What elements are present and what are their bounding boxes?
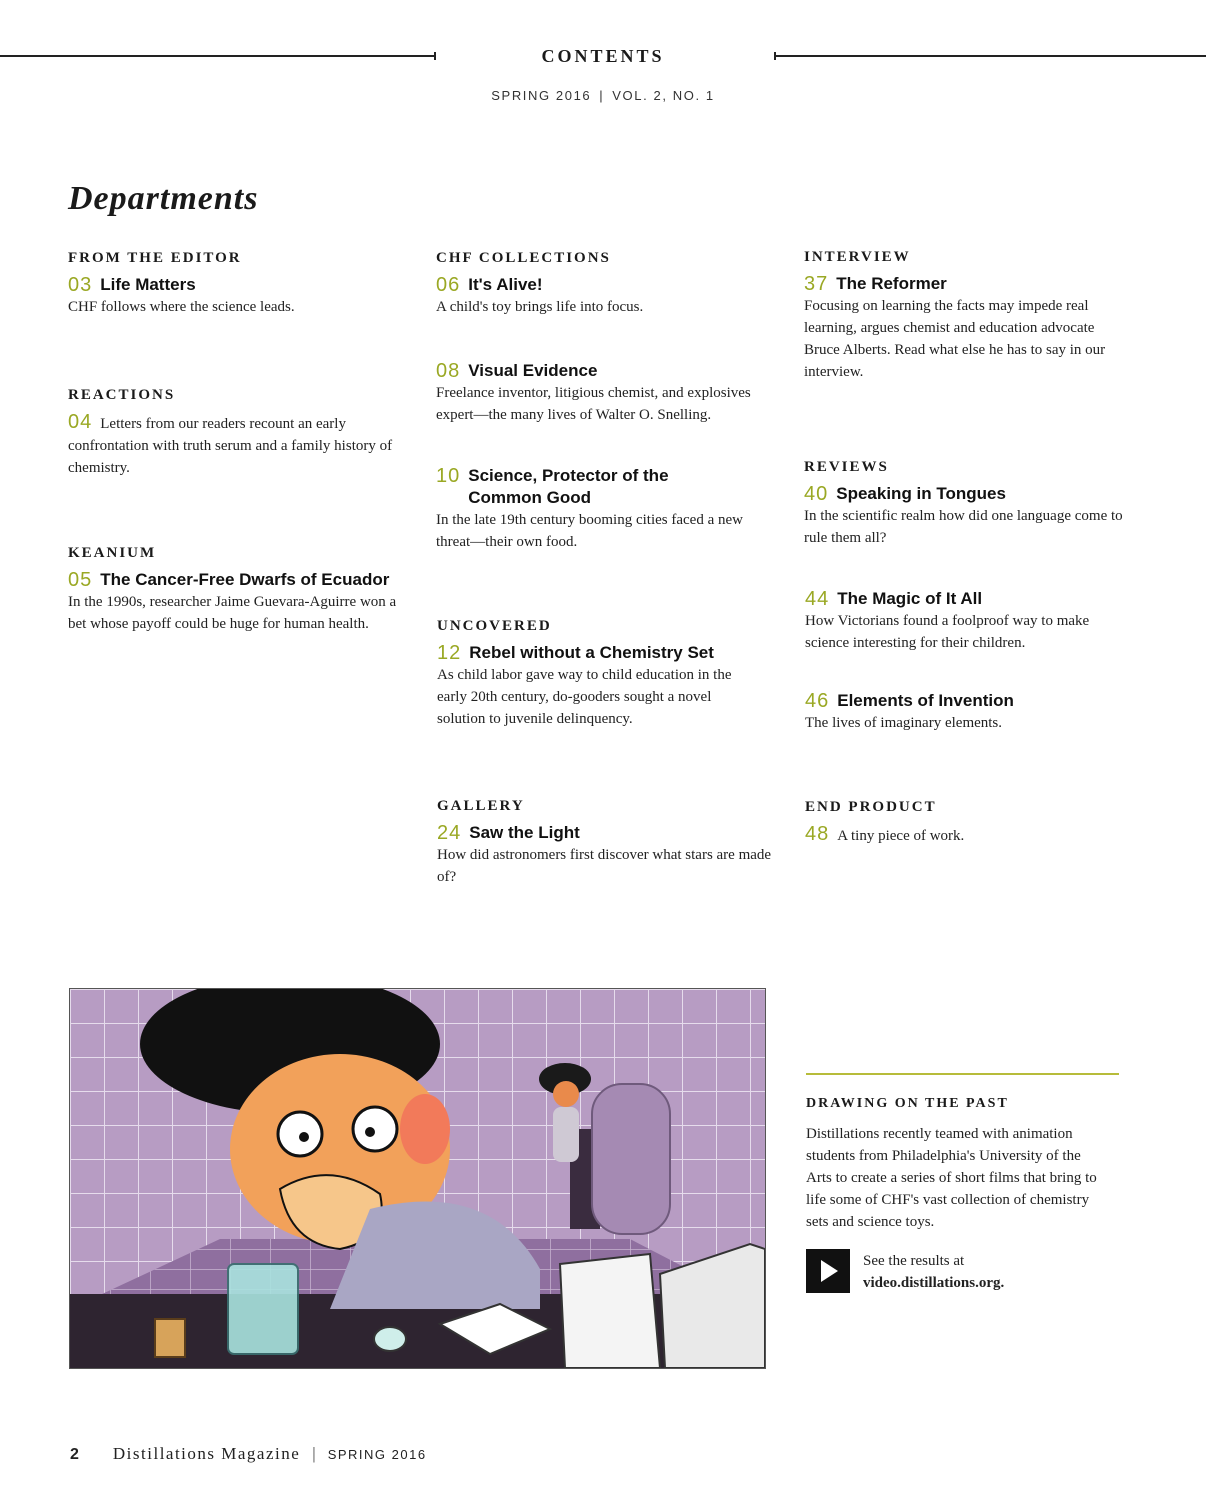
uncovered-section <box>437 618 762 730</box>
page-number-footer: 2 <box>70 1446 79 1463</box>
page-number: 44 <box>805 588 830 610</box>
section-label: CHF COLLECTIONS <box>436 250 611 266</box>
toc-entry-title[interactable] <box>805 690 1135 712</box>
section-label: FROM THE EDITOR <box>68 250 242 266</box>
entry-description: In the 1990s, researcher Jaime Guevara-Aguirre won a bet whose payoff could be huge for human health. <box>68 594 397 632</box>
sidebar-label: DRAWING ON THE PAST <box>806 1096 1009 1111</box>
toc-entry-inline[interactable] <box>805 823 1135 847</box>
footer-separator: | <box>312 1444 316 1463</box>
section-label: REVIEWS <box>804 459 889 475</box>
section-label: GALLERY <box>437 798 525 814</box>
page-number: 08 <box>436 360 461 382</box>
page-number: 03 <box>68 274 93 296</box>
page-number: 10 <box>436 465 461 487</box>
lab-scene-drawing <box>70 989 765 1368</box>
contents-title: CONTENTS <box>541 46 665 66</box>
interview-section <box>804 249 1129 383</box>
gallery-section <box>437 798 772 888</box>
entry-description: Freelance inventor, litigious chemist, and explosives expert—the many lives of Walter O. Snelling. <box>436 385 751 423</box>
entry-description: In the late 19th century booming cities faced a new threat—their own food. <box>436 512 743 550</box>
toc-entry-title[interactable] <box>804 273 1129 295</box>
collections-section <box>436 250 781 318</box>
page-number: 48 <box>805 823 830 845</box>
end-product-section <box>805 799 1135 847</box>
keanium-section <box>68 545 413 635</box>
entry-description: The lives of imaginary elements. <box>805 715 1003 731</box>
section-label: KEANIUM <box>68 545 157 561</box>
video-link[interactable]: video.distillations.org. <box>863 1275 1005 1291</box>
section-label: REACTIONS <box>68 387 176 403</box>
issue-separator: | <box>599 88 605 103</box>
entry-text: Letters from our readers recount an early confrontation with truth serum and a family history of chemistry. <box>68 416 393 476</box>
page-number: 04 <box>68 411 93 433</box>
toc-entry-title[interactable] <box>68 569 413 591</box>
entry-title-text: Visual Evidence <box>468 361 598 380</box>
entry-title-text: Elements of Invention <box>837 691 1014 710</box>
page-number: 06 <box>436 274 461 296</box>
from-editor-section <box>68 250 413 318</box>
sidebar-text: Distillations recently teamed with animation students from Philadelphia's University of the Arts to create a series of short films that bring to life some of CHF's vast collection of chemistry sets and science toys. <box>806 1126 1097 1230</box>
entry-text: A tiny piece of work. <box>837 828 965 844</box>
toc-entry-title[interactable] <box>437 822 772 844</box>
page-number: 24 <box>437 822 462 844</box>
entry-title-text: The Cancer-Free Dwarfs of Ecuador <box>100 570 390 589</box>
video-prefix: See the results at <box>863 1253 965 1269</box>
section-label: INTERVIEW <box>804 249 911 265</box>
video-link-block <box>863 1250 1004 1294</box>
toc-entry-title[interactable] <box>437 642 762 664</box>
toc-entry-title[interactable] <box>436 465 776 509</box>
science-protector-entry <box>436 465 776 553</box>
toc-entry-title[interactable] <box>805 588 1125 610</box>
elements-entry <box>805 690 1135 734</box>
entry-title-text: Speaking in Tongues <box>836 484 1006 503</box>
reviews-section <box>804 459 1144 549</box>
entry-title-text: Rebel without a Chemistry Set <box>469 643 714 662</box>
entry-description: A child's toy brings life into focus. <box>436 299 644 315</box>
toc-entry-title[interactable] <box>436 360 781 382</box>
issue-info <box>0 88 1206 103</box>
entry-title-text: Saw the Light <box>469 823 580 842</box>
entry-description: Focusing on learning the facts may impede real learning, argues chemist and education advocate Bruce Alberts. Read what else he has to say in our interview. <box>804 298 1106 380</box>
entry-description: In the scientific realm how did one language come to rule them all? <box>804 508 1123 546</box>
magic-entry <box>805 588 1125 654</box>
page-number: 05 <box>68 569 93 591</box>
cartoon-illustration <box>69 988 766 1369</box>
toc-entry-title[interactable] <box>68 274 413 296</box>
visual-evidence-entry <box>436 360 781 426</box>
section-label: END PRODUCT <box>805 799 937 815</box>
sidebar-rule <box>806 1073 1119 1075</box>
page-number: 40 <box>804 483 829 505</box>
issue-volume: VOL. 2, NO. 1 <box>612 88 715 103</box>
play-icon <box>821 1260 838 1282</box>
entry-title-text: Life Matters <box>100 275 196 294</box>
entry-description: As child labor gave way to child education in the early 20th century, do-gooders sought a novel solution to juvenile delinquency. <box>437 667 732 727</box>
page-number: 37 <box>804 273 829 295</box>
page-footer <box>70 1444 427 1464</box>
entry-title-text: The Reformer <box>836 274 947 293</box>
entry-title-text: It's Alive! <box>468 275 543 294</box>
section-label: UNCOVERED <box>437 618 552 634</box>
magazine-name: Distillations Magazine <box>112 1444 301 1463</box>
page-number: 12 <box>437 642 462 664</box>
page-number: 46 <box>805 690 830 712</box>
entry-description: CHF follows where the science leads. <box>68 299 295 315</box>
entry-description: How did astronomers first discover what stars are made of? <box>437 847 772 885</box>
toc-entry-title[interactable] <box>436 274 781 296</box>
toc-entry-title[interactable] <box>804 483 1144 505</box>
departments-heading: Departments <box>68 180 259 217</box>
entry-title-text: The Magic of It All <box>837 589 983 608</box>
toc-entry-inline[interactable] <box>68 411 413 479</box>
footer-season: SPRING 2016 <box>327 1447 427 1462</box>
issue-season: SPRING 2016 <box>491 88 592 103</box>
play-video-button[interactable] <box>806 1249 850 1293</box>
entry-title-text: Science, Protector of the Common Good <box>468 466 669 507</box>
reactions-section <box>68 387 413 479</box>
entry-description: How Victorians found a foolproof way to make science interesting for their children. <box>805 613 1090 651</box>
